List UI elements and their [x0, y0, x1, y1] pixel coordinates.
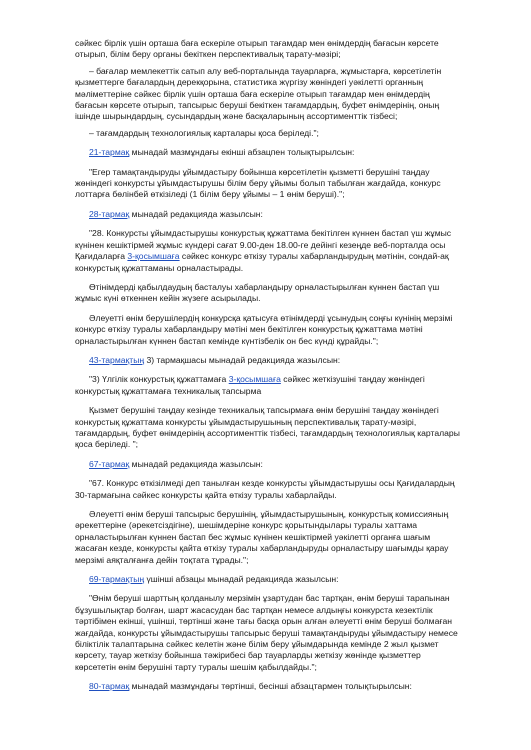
paragraph-text: Әлеуетті өнім беруші тапсырыс берушінің, ұйымдастырушының, конкурстық комиссияның әрекеттеріне (әрекетсіздігіне), шешімдеріне конкурс қорытындылары туралы хаттама орналастырылған күннен бастап бес жұмыс күнінен кешіктірмей уәкілетті органға шағым жасаған кезде, конкурсты қайта өткізу туралы хабарландыруды орналастыру шағымды қарау мерзімі аяқталғанға дейін тоқтата тұрады."; [75, 509, 449, 565]
paragraph-p13 [75, 459, 463, 470]
paragraph-text: үшінші абзацы мынадай редакцияда жазылсын: [144, 574, 339, 585]
paragraph-text: "Егер тамақтандыруды ұйымдастыру бойынша көрсетілетін қызметті берушіні таңдау жөніндегі конкурсты ұйымдастырушы білім беру ұйымы болып табылған жағдайда, конкурс лоттарға бөлінбей өткізіледі (1 білім беру ұйымы – 1 өнім беруші)."; [75, 166, 441, 200]
article-link[interactable]: 3-қосымшаға [228, 374, 281, 385]
paragraph-p16 [75, 574, 463, 585]
paragraph-p8 [75, 282, 463, 305]
paragraph-text: сәйкес конкурс өткізу туралы хабарландырудың мәтінін, сондай-ақ конкурстық құжаттаманы орналастырады. [75, 251, 449, 273]
paragraph-p3 [75, 128, 463, 139]
article-link[interactable]: 80-тармақ [89, 681, 130, 692]
paragraph-p2 [75, 66, 463, 123]
paragraph-p14 [75, 478, 463, 501]
article-link[interactable]: 69-тармақтың [89, 574, 145, 585]
paragraph-text: – бағалар мемлекеттік сатып алу веб-порталында тауарларға, жұмыстарға, көрсетілетін қызметтерге бағалардың дерекқорына, статистика жүргізу жөніндегі уәкілетті органның мәліметтеріне сәйкес бірлік үшін орташа баға ескеріле отырып тағамдар мен өнімдердің бағасын көрсете отырып, тапсырыс беруші бекіткен тағамдардың, буфет өнімдерінің, оның ішінде шырындардың, сусындардың және басқаларының ассортименттік тізбесі; [75, 65, 442, 122]
paragraph-text: мынадай редакцияда жазылсын: [129, 208, 263, 219]
paragraph-p17 [75, 593, 463, 673]
paragraph-text: "28. Конкурсты ұйымдастырушы конкурстық құжаттама бекітілген күннен бастап үш жұмыс күнінен кешіктірмей жұмыс күндері сағат 9.00-ден 18.00-ге дейінгі кезеңде веб-порталда осы Қағидаларға [75, 228, 452, 262]
paragraph-p15 [75, 509, 463, 566]
article-link[interactable]: 3-қосымшаға [127, 251, 180, 262]
paragraph-text: "Өнім беруші шарттың қолданылу мерзімін ұзартудан бас тартқан, өнім беруші тарапынан бұзушылықтар болған, шарт жасасудан бас тартқан немесе алдыңғы конкурста кезектілік тәртібімен екінші, үшінші, төртінші және тағы басқа орын алған әлеуетті өнім беруші болмаған жағдайда, конкурсты ұйымдастырушы тапсырыс беруші тамақтандыруды ұйымдастыру немесе біліктілік талаптарына сәйкес келетін және білім беру ұйымдарында кемінде 2 жыл қызмет көрсету, тауар жеткізу бойынша тәжірибесі бар тауарларды жеткізу жөнінде қызметтер көрсететін өнім берушіні тарту туралы шешім қабылдайды."; [75, 593, 458, 672]
paragraph-p12 [75, 405, 463, 451]
paragraph-p11 [75, 374, 463, 397]
article-link[interactable]: 43-тармақтың [89, 354, 145, 365]
document-page [75, 38, 463, 693]
paragraph-text: мынадай мазмұндағы төртінші, бесінші абзацтармен толықтырылсын: [129, 681, 412, 692]
article-link[interactable]: 21-тармақ [89, 147, 130, 158]
paragraph-p1 [75, 38, 463, 61]
paragraph-text: "3) Үлгілік конкурстық құжаттамаға [89, 374, 229, 385]
article-link[interactable]: 28-тармақ [89, 208, 130, 219]
paragraph-text: сәйкес бірлік үшін орташа баға ескеріле отырып тағамдар мен өнімдердің бағасын көрсете отырып, білім беру органы бекіткен перспективалық тарату-мәзірі; [75, 38, 439, 60]
paragraph-text: "67. Конкурс өткізілмеді деп танылған кезде конкурсты ұйымдастырушы осы Қағидалардың 30-тармағына сәйкес конкурсты қайта өткізу туралы хабарлайды. [75, 478, 455, 500]
paragraph-text: Әлеуетті өнім берушілердің конкурсқа қатысуға өтінімдерді ұсынудың соңғы күнінің мерзімі конкурс өткізу туралы хабарландыру мәтіні мен бекітілген конкурстық құжаттама мәтіні орналастырылған күннен бастап кемінде күнтізбелік он бес күнді құрайды."; [75, 312, 453, 346]
paragraph-text: Өтінімдерді қабылдаудың басталуы хабарландыру орналастырылған күннен бастап үш жұмыс күні өткеннен кейін жүзеге асырылады. [75, 281, 440, 304]
paragraph-text: мынадай редакцияда жазылсын: [129, 458, 263, 469]
paragraph-text: 3) тармақшасы мынадай редакцияда жазылсын: [144, 354, 341, 365]
paragraph-text: – тағамдардың технологиялық карталары қоса беріледі."; [89, 127, 319, 138]
paragraph-p18 [75, 681, 463, 692]
paragraph-p9 [75, 313, 463, 347]
paragraph-p10 [75, 355, 463, 366]
paragraph-text: Қызмет берушіні таңдау кезінде техникалық тапсырмаға өнім берушіні таңдау жөніндегі конкурстық құжаттама конкурсты ұйымдастырушының перспективалық тарату-мәзірі, тағамдардың, буфет өнімдерінің ассортименттік тізбесі, тағамдардың технологиялық карталары қоса беріледі. "; [75, 405, 460, 450]
paragraph-text: сәйкес жеткізушіні таңдау жөніндегі конкурстық құжаттамаға техникалық тапсырма [75, 374, 425, 396]
paragraph-p4 [75, 147, 463, 158]
paragraph-p6 [75, 209, 463, 220]
paragraph-p5 [75, 167, 463, 201]
article-link[interactable]: 67-тармақ [89, 458, 130, 469]
paragraph-p7 [75, 228, 463, 274]
paragraph-text: мынадай мазмұндағы екінші абзацпен толықтырылсын: [129, 147, 355, 158]
